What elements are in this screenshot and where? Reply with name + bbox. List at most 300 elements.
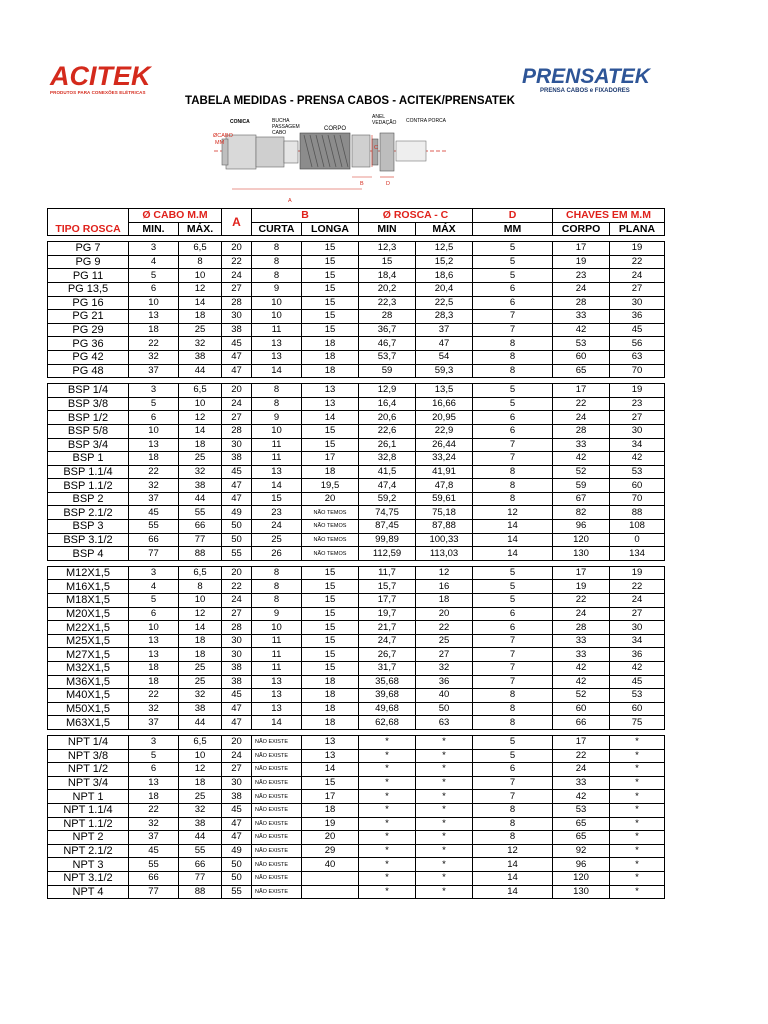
cell-tipo-rosca: NPT 3: [48, 858, 129, 872]
cell-b-longa: 14: [302, 411, 359, 425]
cell-cabo-max: 14: [179, 621, 222, 635]
cell-chave-corpo: 65: [553, 364, 610, 378]
cell-cabo-min: 13: [129, 634, 179, 648]
table-row: [48, 364, 665, 378]
cell-a: 45: [222, 465, 252, 479]
cell-cabo-min: 10: [129, 296, 179, 310]
cell-a: 27: [222, 763, 252, 777]
cell-chave-corpo: 22: [553, 594, 610, 608]
header-rosca-max: MÁX: [416, 222, 473, 236]
cell-chave-corpo: 60: [553, 350, 610, 364]
cell-tipo-rosca: BSP 1/2: [48, 411, 129, 425]
cell-tipo-rosca: NPT 3.1/2: [48, 871, 129, 885]
cell-d: 5: [473, 749, 553, 763]
cell-b-curta: 8: [252, 566, 302, 580]
cell-chave-corpo: 96: [553, 858, 610, 872]
cell-rosca-max: 32: [416, 662, 473, 676]
cell-a: 47: [222, 716, 252, 730]
cell-d: 6: [473, 282, 553, 296]
cell-cabo-min: 5: [129, 749, 179, 763]
cell-tipo-rosca: PG 42: [48, 350, 129, 364]
cell-rosca-max: 22,5: [416, 296, 473, 310]
cell-rosca-max: 37: [416, 323, 473, 337]
cell-chave-corpo: 19: [553, 255, 610, 269]
cell-b-curta: 9: [252, 607, 302, 621]
cell-b-longa: 15: [302, 648, 359, 662]
header-tipo-rosca: TIPO ROSCA: [48, 222, 129, 236]
cell-chave-plana: 56: [610, 337, 665, 351]
cell-rosca-max: 15,2: [416, 255, 473, 269]
cell-a: 47: [222, 479, 252, 493]
cell-a: 24: [222, 749, 252, 763]
cell-b-curta: 24: [252, 520, 302, 534]
cell-cabo-max: 25: [179, 662, 222, 676]
cell-d: 7: [473, 310, 553, 324]
cell-b-curta: 8: [252, 594, 302, 608]
cell-d: 7: [473, 323, 553, 337]
cell-b-longa: 13: [302, 749, 359, 763]
table-row: [48, 438, 665, 452]
cell-b-longa: NÃO TEMOS: [302, 506, 359, 520]
cell-cabo-min: 77: [129, 547, 179, 561]
cell-cabo-max: 25: [179, 323, 222, 337]
cell-b-longa: 15: [302, 424, 359, 438]
cell-b-curta: 8: [252, 580, 302, 594]
cell-chave-plana: 30: [610, 621, 665, 635]
cell-chave-corpo: 82: [553, 506, 610, 520]
cell-chave-plana: 108: [610, 520, 665, 534]
header-mm: MM: [473, 222, 553, 236]
cell-b-curta: 10: [252, 296, 302, 310]
cell-b-curta: NÃO EXISTE: [252, 858, 302, 872]
cell-a: 30: [222, 776, 252, 790]
cell-b-curta: 10: [252, 310, 302, 324]
cell-d: 5: [473, 580, 553, 594]
page-title: TABELA MEDIDAS - PRENSA CABOS - ACITEK/PRENSATEK: [185, 95, 515, 107]
cell-d: 8: [473, 716, 553, 730]
cell-b-longa: 15: [302, 607, 359, 621]
cell-rosca-min: 49,68: [359, 702, 416, 716]
cell-chave-corpo: 52: [553, 465, 610, 479]
cell-rosca-min: 24,7: [359, 634, 416, 648]
cell-cabo-min: 55: [129, 520, 179, 534]
cell-chave-corpo: 24: [553, 607, 610, 621]
cell-b-longa: 20: [302, 831, 359, 845]
cell-rosca-min: *: [359, 831, 416, 845]
cell-rosca-max: 36: [416, 675, 473, 689]
cell-cabo-max: 66: [179, 858, 222, 872]
cell-rosca-max: *: [416, 871, 473, 885]
cell-cabo-min: 22: [129, 689, 179, 703]
cell-chave-plana: 36: [610, 310, 665, 324]
cell-chave-plana: *: [610, 763, 665, 777]
cell-cabo-min: 18: [129, 675, 179, 689]
cell-d: 8: [473, 831, 553, 845]
cell-chave-plana: 45: [610, 323, 665, 337]
cell-chave-corpo: 42: [553, 662, 610, 676]
cell-cabo-max: 38: [179, 350, 222, 364]
cell-d: 14: [473, 871, 553, 885]
cell-rosca-min: 59,2: [359, 492, 416, 506]
cell-a: 45: [222, 337, 252, 351]
table-row: [48, 885, 665, 899]
label-vedacao: VEDAÇÃO: [372, 120, 397, 126]
cell-b-longa: 13: [302, 384, 359, 398]
cell-a: 47: [222, 702, 252, 716]
acitek-logo: [50, 63, 160, 95]
cell-chave-corpo: 120: [553, 533, 610, 547]
cell-rosca-max: *: [416, 885, 473, 899]
cell-rosca-max: 20,95: [416, 411, 473, 425]
cell-d: 8: [473, 465, 553, 479]
cell-b-curta: 15: [252, 492, 302, 506]
cell-tipo-rosca: BSP 4: [48, 547, 129, 561]
cell-tipo-rosca: PG 29: [48, 323, 129, 337]
cell-tipo-rosca: PG 7: [48, 242, 129, 256]
cell-tipo-rosca: NPT 3/8: [48, 749, 129, 763]
cell-rosca-min: 99,89: [359, 533, 416, 547]
cell-rosca-min: 22,6: [359, 424, 416, 438]
cell-cabo-max: 18: [179, 310, 222, 324]
cell-chave-plana: 30: [610, 424, 665, 438]
cell-cabo-max: 10: [179, 397, 222, 411]
cell-a: 55: [222, 885, 252, 899]
cell-chave-corpo: 17: [553, 242, 610, 256]
table-row: [48, 648, 665, 662]
table-row: [48, 520, 665, 534]
cell-rosca-min: 20,6: [359, 411, 416, 425]
cell-cabo-min: 13: [129, 310, 179, 324]
cell-b-curta: 25: [252, 533, 302, 547]
cell-chave-corpo: 33: [553, 634, 610, 648]
cell-a: 28: [222, 621, 252, 635]
cell-b-curta: 11: [252, 452, 302, 466]
cell-b-curta: NÃO EXISTE: [252, 803, 302, 817]
cell-rosca-min: *: [359, 749, 416, 763]
cell-d: 14: [473, 520, 553, 534]
cell-tipo-rosca: M40X1,5: [48, 689, 129, 703]
cell-cabo-min: 6: [129, 282, 179, 296]
cell-rosca-max: 12,5: [416, 242, 473, 256]
cell-b-curta: 11: [252, 662, 302, 676]
cell-cabo-max: 10: [179, 594, 222, 608]
cell-d: 5: [473, 255, 553, 269]
cell-rosca-min: 62,68: [359, 716, 416, 730]
cell-cabo-max: 38: [179, 479, 222, 493]
cell-rosca-max: 20,4: [416, 282, 473, 296]
cell-d: 14: [473, 533, 553, 547]
cell-a: 38: [222, 790, 252, 804]
cell-tipo-rosca: M12X1,5: [48, 566, 129, 580]
cell-b-longa: 19: [302, 817, 359, 831]
cell-tipo-rosca: NPT 4: [48, 885, 129, 899]
cell-b-curta: NÃO EXISTE: [252, 844, 302, 858]
cell-b-curta: 26: [252, 547, 302, 561]
cell-b-longa: 15: [302, 323, 359, 337]
cell-d: 5: [473, 269, 553, 283]
cell-d: 6: [473, 296, 553, 310]
cell-cabo-max: 77: [179, 871, 222, 885]
cell-tipo-rosca: PG 13,5: [48, 282, 129, 296]
cell-b-curta: 11: [252, 323, 302, 337]
cell-a: 22: [222, 580, 252, 594]
cell-b-curta: 8: [252, 384, 302, 398]
cell-d: 7: [473, 648, 553, 662]
cell-chave-corpo: 92: [553, 844, 610, 858]
header-plana: PLANA: [610, 222, 665, 236]
cell-rosca-max: *: [416, 790, 473, 804]
cell-d: 6: [473, 411, 553, 425]
cell-cabo-min: 18: [129, 790, 179, 804]
cell-cabo-min: 3: [129, 566, 179, 580]
cell-rosca-max: *: [416, 844, 473, 858]
table-row: [48, 662, 665, 676]
table-row: [48, 465, 665, 479]
cell-tipo-rosca: BSP 3.1/2: [48, 533, 129, 547]
cell-a: 24: [222, 397, 252, 411]
cell-a: 49: [222, 506, 252, 520]
cell-chave-plana: 88: [610, 506, 665, 520]
cell-rosca-min: *: [359, 817, 416, 831]
cell-cabo-max: 77: [179, 533, 222, 547]
table-row: [48, 831, 665, 845]
cell-rosca-min: 26,7: [359, 648, 416, 662]
cell-rosca-min: 74,75: [359, 506, 416, 520]
cell-chave-plana: *: [610, 790, 665, 804]
cell-cabo-max: 12: [179, 607, 222, 621]
cell-cabo-min: 6: [129, 607, 179, 621]
cell-chave-plana: 19: [610, 384, 665, 398]
cell-a: 27: [222, 282, 252, 296]
cell-tipo-rosca: NPT 1/4: [48, 735, 129, 749]
cell-cabo-max: 12: [179, 763, 222, 777]
cell-b-curta: 13: [252, 465, 302, 479]
cell-tipo-rosca: M36X1,5: [48, 675, 129, 689]
table-row: [48, 452, 665, 466]
cell-chave-plana: *: [610, 871, 665, 885]
table-row: [48, 269, 665, 283]
cell-tipo-rosca: PG 21: [48, 310, 129, 324]
cell-rosca-min: 19,7: [359, 607, 416, 621]
table-row: [48, 607, 665, 621]
cell-rosca-max: 16: [416, 580, 473, 594]
cell-rosca-max: 40: [416, 689, 473, 703]
header-rosca: Ø ROSCA - C: [359, 209, 473, 223]
cell-chave-plana: 0: [610, 533, 665, 547]
cell-rosca-max: 47: [416, 337, 473, 351]
cell-b-curta: 9: [252, 282, 302, 296]
cell-d: 6: [473, 424, 553, 438]
cell-b-longa: [302, 871, 359, 885]
header-rosca-min: MIN: [359, 222, 416, 236]
cell-b-longa: 15: [302, 310, 359, 324]
cell-chave-corpo: 65: [553, 817, 610, 831]
cell-tipo-rosca: BSP 1: [48, 452, 129, 466]
cell-chave-corpo: 33: [553, 438, 610, 452]
cell-cabo-max: 55: [179, 844, 222, 858]
cell-d: 8: [473, 817, 553, 831]
cell-rosca-min: 41,5: [359, 465, 416, 479]
cell-chave-plana: *: [610, 858, 665, 872]
cell-cabo-max: 44: [179, 831, 222, 845]
cell-cabo-min: 4: [129, 580, 179, 594]
cell-tipo-rosca: NPT 1.1/4: [48, 803, 129, 817]
table-row: [48, 492, 665, 506]
cell-cabo-max: 6,5: [179, 384, 222, 398]
cell-rosca-max: 18: [416, 594, 473, 608]
cell-rosca-min: 21,7: [359, 621, 416, 635]
cell-cabo-max: 12: [179, 411, 222, 425]
cell-d: 8: [473, 479, 553, 493]
cell-rosca-min: *: [359, 871, 416, 885]
label-conica: CONICA: [230, 119, 250, 125]
cell-b-longa: 18: [302, 675, 359, 689]
cell-tipo-rosca: M63X1,5: [48, 716, 129, 730]
cell-cabo-max: 32: [179, 803, 222, 817]
cell-chave-corpo: 33: [553, 648, 610, 662]
cell-b-longa: 40: [302, 858, 359, 872]
cell-b-curta: 13: [252, 350, 302, 364]
cell-chave-corpo: 67: [553, 492, 610, 506]
cell-rosca-max: 47,8: [416, 479, 473, 493]
cell-b-curta: 11: [252, 648, 302, 662]
cell-a: 45: [222, 803, 252, 817]
cell-cabo-min: 18: [129, 662, 179, 676]
cell-a: 45: [222, 689, 252, 703]
cell-chave-plana: *: [610, 803, 665, 817]
cell-chave-corpo: 17: [553, 735, 610, 749]
table-row: [48, 790, 665, 804]
cell-cabo-min: 5: [129, 269, 179, 283]
cell-cabo-max: 32: [179, 337, 222, 351]
cell-chave-corpo: 24: [553, 282, 610, 296]
cell-rosca-min: 32,8: [359, 452, 416, 466]
table-row: [48, 749, 665, 763]
cell-chave-plana: *: [610, 817, 665, 831]
table-row: [48, 566, 665, 580]
cell-b-curta: 14: [252, 364, 302, 378]
cell-rosca-max: 20: [416, 607, 473, 621]
cell-rosca-min: 20,2: [359, 282, 416, 296]
cell-rosca-max: 13,5: [416, 384, 473, 398]
cell-a: 50: [222, 871, 252, 885]
header-blank: [48, 209, 129, 223]
cell-tipo-rosca: M20X1,5: [48, 607, 129, 621]
cell-cabo-min: 32: [129, 350, 179, 364]
cell-cabo-min: 37: [129, 831, 179, 845]
cell-tipo-rosca: M22X1,5: [48, 621, 129, 635]
cell-b-longa: 17: [302, 790, 359, 804]
label-d: D: [386, 181, 390, 187]
cell-b-curta: NÃO EXISTE: [252, 735, 302, 749]
cell-cabo-max: 32: [179, 689, 222, 703]
cell-d: 14: [473, 858, 553, 872]
cell-b-longa: 15: [302, 594, 359, 608]
table-row: [48, 621, 665, 635]
cell-cabo-min: 22: [129, 803, 179, 817]
cell-b-longa: 18: [302, 702, 359, 716]
cell-b-longa: [302, 885, 359, 899]
cell-chave-plana: 30: [610, 296, 665, 310]
cell-chave-plana: 22: [610, 255, 665, 269]
cell-rosca-max: 27: [416, 648, 473, 662]
cell-d: 7: [473, 438, 553, 452]
cell-cabo-max: 88: [179, 885, 222, 899]
cell-b-curta: 9: [252, 411, 302, 425]
cell-chave-corpo: 96: [553, 520, 610, 534]
cell-cabo-min: 45: [129, 844, 179, 858]
cell-b-longa: 15: [302, 776, 359, 790]
cell-b-longa: NÃO TEMOS: [302, 533, 359, 547]
cell-tipo-rosca: PG 16: [48, 296, 129, 310]
cell-chave-plana: 34: [610, 634, 665, 648]
cell-rosca-min: *: [359, 790, 416, 804]
cell-d: 7: [473, 675, 553, 689]
prensatek-logo-name: PRENSATEK: [522, 65, 650, 88]
cell-chave-corpo: 22: [553, 749, 610, 763]
cell-chave-plana: 42: [610, 662, 665, 676]
cell-b-longa: NÃO TEMOS: [302, 520, 359, 534]
cell-tipo-rosca: NPT 2: [48, 831, 129, 845]
cell-a: 20: [222, 384, 252, 398]
prensatek-logo: [522, 66, 662, 94]
cell-tipo-rosca: PG 11: [48, 269, 129, 283]
cell-cabo-max: 12: [179, 282, 222, 296]
cell-rosca-min: 17,7: [359, 594, 416, 608]
cell-rosca-max: *: [416, 803, 473, 817]
cell-cabo-max: 32: [179, 465, 222, 479]
cell-rosca-min: 26,1: [359, 438, 416, 452]
cell-chave-corpo: 33: [553, 776, 610, 790]
header-curta: CURTA: [252, 222, 302, 236]
table-row: [48, 323, 665, 337]
cell-b-longa: 18: [302, 716, 359, 730]
cell-b-curta: 13: [252, 675, 302, 689]
cell-chave-plana: 70: [610, 492, 665, 506]
cell-chave-plana: *: [610, 831, 665, 845]
cell-b-longa: 29: [302, 844, 359, 858]
table-row: [48, 675, 665, 689]
cell-d: 12: [473, 506, 553, 520]
cell-rosca-min: 15: [359, 255, 416, 269]
cell-tipo-rosca: NPT 1.1/2: [48, 817, 129, 831]
cell-chave-plana: *: [610, 885, 665, 899]
cell-chave-corpo: 52: [553, 689, 610, 703]
cell-rosca-min: 12,3: [359, 242, 416, 256]
cell-d: 6: [473, 763, 553, 777]
table-row: [48, 242, 665, 256]
cell-chave-corpo: 42: [553, 452, 610, 466]
cell-d: 8: [473, 492, 553, 506]
cell-chave-corpo: 53: [553, 337, 610, 351]
label-anel: ANEL: [372, 114, 386, 120]
cell-d: 7: [473, 776, 553, 790]
cell-chave-plana: 34: [610, 438, 665, 452]
cell-b-longa: 15: [302, 634, 359, 648]
cell-a: 50: [222, 520, 252, 534]
cell-rosca-max: 100,33: [416, 533, 473, 547]
cell-b-curta: 8: [252, 397, 302, 411]
cell-cabo-min: 45: [129, 506, 179, 520]
cable-gland-diagram: [212, 113, 448, 205]
cell-tipo-rosca: NPT 3/4: [48, 776, 129, 790]
cell-b-longa: 15: [302, 580, 359, 594]
table-row: [48, 384, 665, 398]
cell-rosca-min: 18,4: [359, 269, 416, 283]
table-row: [48, 689, 665, 703]
cell-rosca-min: 16,4: [359, 397, 416, 411]
cell-cabo-min: 32: [129, 702, 179, 716]
